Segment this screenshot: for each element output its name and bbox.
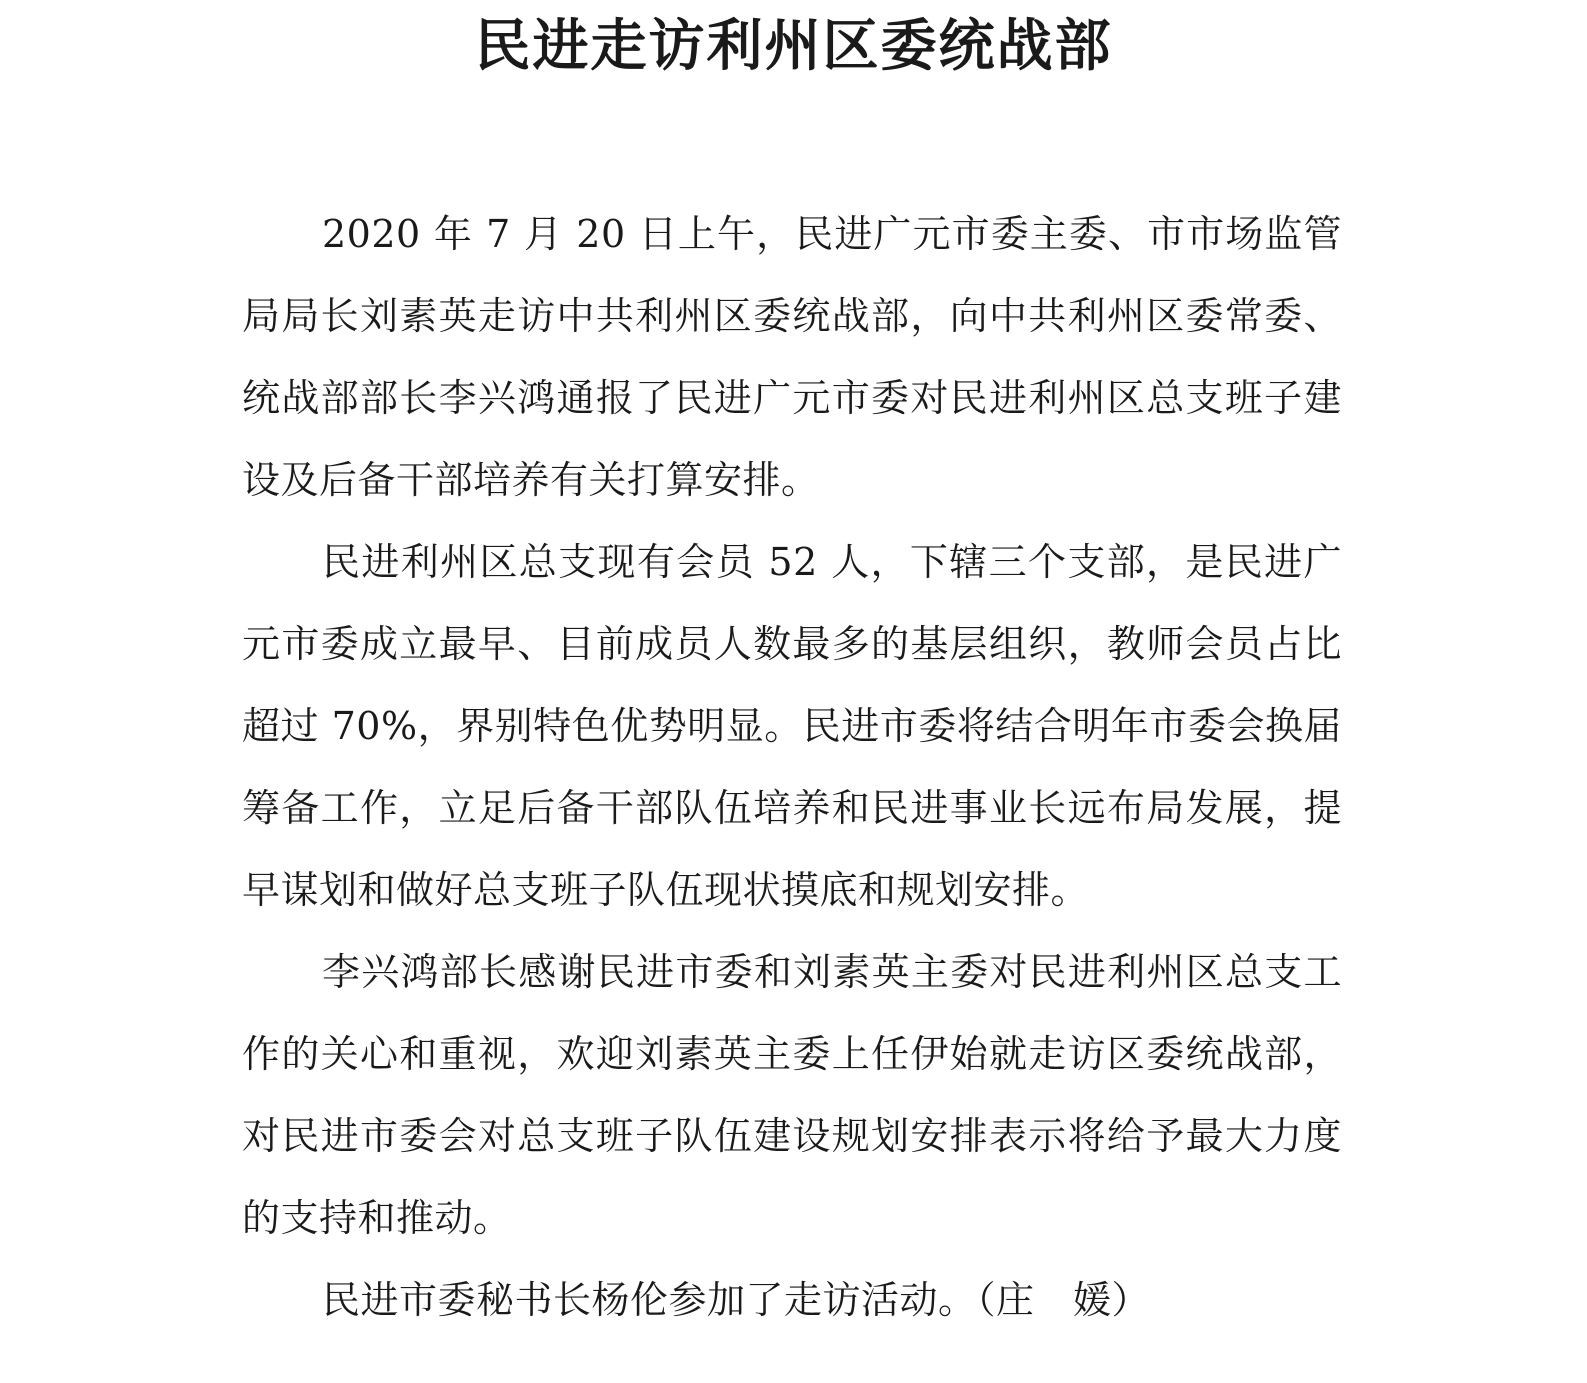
paragraph-3: 李兴鸿部长感谢民进市委和刘素英主委对民进利州区总支工作的关心和重视，欢迎刘素英主委上任伊始就走访区委统战部，对民进市委会对总支班子队伍建设规划安排表示将给予最大力度的支持和推动。 (242, 950, 1342, 1240)
paragraph-2: 民进利州区总支现有会员 52 人，下辖三个支部，是民进广元市委成立最早、目前成员人数最多的基层组织，教师会员占比超过 70%，界别特色优势明显。民进市委将结合明年市委会换届筹备工作，立足后备干部队伍培养和民进事业长远布局发展，提早谋划和做好总支班子队伍现状摸底和规划安排。 (242, 540, 1342, 912)
document-title: 民进走访利州区委统战部 (474, 13, 1113, 79)
paragraph-1: 2020 年 7 月 20 日上午，民进广元市委主委、市市场监管局局长刘素英走访中共利州区委统战部，向中共利州区委常委、统战部部长李兴鸿通报了民进广元市委对民进利州区总支班子建设及后备干部培养有关打算安排。 (242, 212, 1342, 502)
article-body (242, 193, 1342, 1341)
paragraph-4: 民进市委秘书长杨伦参加了走访活动。（庄 媛） (322, 1278, 1151, 1322)
